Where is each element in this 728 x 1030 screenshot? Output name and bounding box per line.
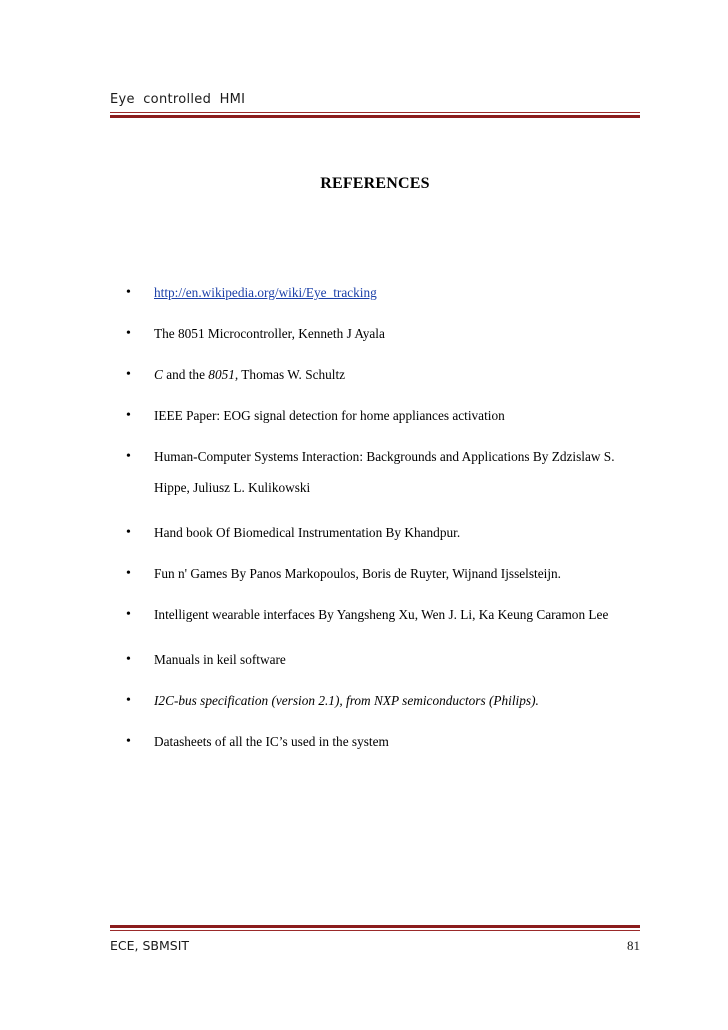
reference-text: Human-Computer Systems Interaction: Backgrounds and Applications By Zdzislaw S. Hippe, Juliusz L. Kulikowski [154,449,615,495]
bullet: • [126,607,131,622]
bullet: • [126,693,131,708]
references-list [126,282,646,772]
list-item [126,364,646,386]
reference-text-title-8051: 8051, [208,367,239,382]
list-item [126,522,646,544]
bullet: • [126,566,131,581]
page-number: 81 [627,938,640,953]
list-item [126,731,646,753]
bullet: • [126,285,131,300]
list-item [126,690,646,712]
list-item [126,649,646,671]
header-title: Eye controlled HMI [110,92,246,107]
list-item [126,405,646,427]
reference-text: The 8051 Microcontroller, Kenneth J Ayala [154,326,385,341]
footer-rule-thin [110,930,640,931]
reference-text: Hand book Of Biomedical Instrumentation By Khandpur. [154,525,461,540]
reference-text: Manuals in keil software [154,652,286,667]
list-item [126,563,646,585]
bullet: • [126,367,131,382]
list-item [126,599,646,630]
bullet: • [126,408,131,423]
list-item [126,441,646,503]
reference-text: Fun n' Games By Panos Markopoulos, Boris de Ruyter, Wijnand Ijsselsteijn. [154,566,561,581]
bullet: • [126,525,131,540]
footer-label: ECE, SBMSIT [110,938,190,953]
reference-text: Datasheets of all the IC’s used in the system [154,734,389,749]
reference-text-title-c: C [154,367,163,382]
list-item [126,323,646,345]
list-item [126,282,646,304]
reference-text-conjunction: and the [162,367,209,382]
bullet: • [126,734,131,749]
reference-text: IEEE Paper: EOG signal detection for home appliances activation [154,408,505,423]
bullet: • [126,652,131,667]
page-title: REFERENCES [320,175,430,192]
reference-text: Intelligent wearable interfaces By Yangsheng Xu, Wen J. Li, Ka Keung Caramon Lee [154,607,609,622]
reference-text-author: Thomas W. Schultz [238,367,346,382]
bullet: • [126,326,131,341]
reference-link[interactable]: http://en.wikipedia.org/wiki/Eye_tracking [154,285,377,300]
bullet: • [126,449,131,464]
reference-text: I2C-bus specification (version 2.1), from NXP semiconductors (Philips). [154,693,539,708]
header-rule-thin [110,112,640,113]
header-rule-thick [110,115,640,118]
footer-rule-thick [110,925,640,928]
